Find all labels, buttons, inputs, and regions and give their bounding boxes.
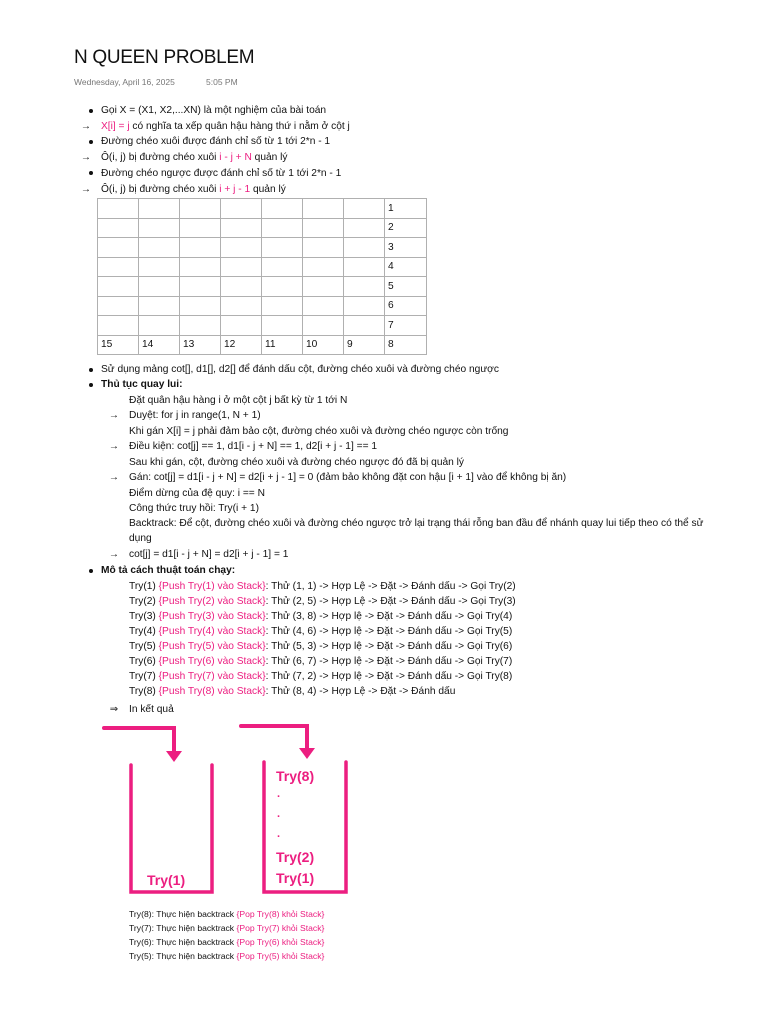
line-text: có nghĩa ta xếp quân hậu hàng thứ i nằm ở cột j <box>129 120 350 132</box>
line-text: : Thử (2, 5) -> Hợp Lệ -> Đặt -> Đánh dấu -> Gọi Try(3) <box>265 596 516 607</box>
arrow-icon: → <box>108 410 120 421</box>
page-title: N QUEEN PROBLEM <box>74 47 255 68</box>
line-text: : Thử (6, 7) -> Hợp lệ -> Đặt -> Đánh dấu -> Gọi Try(7) <box>265 656 513 667</box>
arrow-icon: → <box>108 441 120 452</box>
arrow-icon: → <box>108 472 120 483</box>
highlight-text: {Push Try(4) vào Stack} <box>158 626 266 637</box>
line-text: In kết quả <box>129 704 174 715</box>
grid-cell: 8 <box>385 335 427 355</box>
grid-cell: 7 <box>385 316 427 336</box>
line-text: Ô(i, j) bị đường chéo xuôi <box>101 183 220 195</box>
line-text: Backtrack: Để cột, đường chéo xuôi và đường chéo ngược trở lại trạng thái rỗng ban đầu để nhánh quay lui tiếp theo có thể sử <box>129 518 704 529</box>
implies-icon: ⇒ <box>109 704 119 715</box>
highlight-text: {Pop Try(8) khỏi Stack} <box>236 909 325 919</box>
highlight-text: {Push Try(5) vào Stack} <box>158 641 266 652</box>
arrow-right-head-icon <box>299 748 315 759</box>
grid-cell: 11 <box>262 335 303 355</box>
line-text: Try(6): Thực hiện backtrack <box>129 937 237 947</box>
right-stack-dot: . <box>277 828 281 840</box>
line-text: Try(3) <box>129 611 159 622</box>
highlight-text: {Push Try(6) vào Stack} <box>158 656 266 667</box>
line-text: Try(7) <box>129 671 159 682</box>
line-text: Try(8) <box>129 686 159 697</box>
grid-cell: 1 <box>385 199 427 219</box>
line-text: Gán: cot[j] = d1[i - j + N] = d2[i + j - 1] = 0 (đảm bảo không đặt con hậu [i + 1] vào để không bị ăn) <box>129 472 567 483</box>
arrow-left-head-icon <box>166 751 182 762</box>
line-text: quản lý <box>250 183 286 195</box>
line-text: Sử dụng mảng cot[], d1[], d2[] để đánh dấu cột, đường chéo xuôi và đường chéo ngược <box>101 364 499 375</box>
grid-cell: 2 <box>385 218 427 238</box>
arrow-icon: → <box>108 549 120 560</box>
arrow-icon: → <box>80 152 92 164</box>
line-text: Khi gán X[i] = j phải đảm bảo cột, đường chéo xuôi và đường chéo ngược còn trống <box>129 426 509 437</box>
line-text: Ô(i, j) bị đường chéo xuôi <box>101 152 220 164</box>
right-stack-item: Try(2) <box>276 849 315 865</box>
left-stack-item: Try(1) <box>147 872 186 888</box>
line-text: : Thử (8, 4) -> Hợp Lệ -> Đặt -> Đánh dấu <box>265 686 456 697</box>
grid-cell: 14 <box>139 335 180 355</box>
line-text: Đường chéo xuôi được đánh chỉ số từ 1 tới 2*n - 1 <box>101 136 331 148</box>
page-time: 5:05 PM <box>206 77 238 87</box>
line-text: Đường chéo ngược được đánh chỉ số từ 1 tới 2*n - 1 <box>101 167 342 179</box>
grid-cell: 3 <box>385 238 427 258</box>
highlight-text: {Push Try(3) vào Stack} <box>158 611 266 622</box>
line-text: Mô tả cách thuật toán chạy: <box>101 565 236 576</box>
line-text: Try(8): Thực hiện backtrack <box>129 909 237 919</box>
line-text: : Thử (3, 8) -> Hợp lệ -> Đặt -> Đánh dấu -> Gọi Try(4) <box>265 611 513 622</box>
right-stack-item: Try(1) <box>276 870 315 886</box>
highlight-text: X[i] = j <box>101 120 130 132</box>
arrow-icon: → <box>80 120 92 132</box>
line-text: Try(5) <box>129 641 159 652</box>
highlight-text: {Pop Try(6) khỏi Stack} <box>236 937 325 947</box>
line-text: : Thử (5, 3) -> Hợp lệ -> Đặt -> Đánh dấu -> Gọi Try(6) <box>265 641 513 652</box>
arrow-icon: → <box>80 183 92 195</box>
line-text: : Thử (1, 1) -> Hợp Lệ -> Đặt -> Đánh dấu -> Gọi Try(2) <box>265 581 516 592</box>
line-text: Công thức truy hồi: Try(i + 1) <box>129 503 259 514</box>
line-text: dụng <box>129 533 152 544</box>
right-stack-dot: . <box>277 788 281 800</box>
grid-cell: 12 <box>221 335 262 355</box>
grid-cell: 10 <box>303 335 344 355</box>
line-text: Try(6) <box>129 656 159 667</box>
line-text: Điều kiện: cot[j] == 1, d1[i - j + N] == 1, d2[i + j - 1] == 1 <box>129 441 378 452</box>
highlight-text: {Push Try(8) vào Stack} <box>158 686 266 697</box>
grid-cell: 4 <box>385 257 427 277</box>
line-text: : Thử (7, 2) -> Hợp lệ -> Đặt -> Đánh dấu -> Gọi Try(8) <box>265 671 513 682</box>
line-text: Thủ tục quay lui: <box>101 379 183 390</box>
highlight-text: {Pop Try(5) khỏi Stack} <box>236 951 325 961</box>
line-text: Try(2) <box>129 596 159 607</box>
right-stack-dot: . <box>277 808 281 820</box>
line-text: Try(1) <box>129 581 159 592</box>
line-text: Try(4) <box>129 626 159 637</box>
grid-cell: 6 <box>385 296 427 316</box>
grid-cell: 13 <box>180 335 221 355</box>
grid-cell: 15 <box>98 335 139 355</box>
line-text: Điểm dừng của đệ quy: i == N <box>129 488 265 499</box>
page-date: Wednesday, April 16, 2025 <box>74 77 175 87</box>
highlight-text: i + j - 1 <box>219 183 251 195</box>
line-text: Try(5): Thực hiện backtrack <box>129 951 237 961</box>
grid-cell: 5 <box>385 277 427 297</box>
highlight-text: {Push Try(7) vào Stack} <box>158 671 266 682</box>
highlight-text: {Push Try(1) vào Stack} <box>158 581 266 592</box>
arrow-right-icon <box>241 726 307 752</box>
line-text: quản lý <box>251 152 288 164</box>
right-stack-item: Try(8) <box>276 768 315 784</box>
line-text: : Thử (4, 6) -> Hợp lệ -> Đặt -> Đánh dấu -> Gọi Try(5) <box>265 626 513 637</box>
highlight-text: {Pop Try(7) khỏi Stack} <box>236 923 325 933</box>
line-text: Duyệt: for j in range(1, N + 1) <box>129 410 261 421</box>
highlight-text: {Push Try(2) vào Stack} <box>158 596 266 607</box>
grid-cell: 9 <box>344 335 385 355</box>
line-text: cot[j] = d1[i - j + N] = d2[i + j - 1] = 1 <box>129 549 289 560</box>
line-text: Gọi X = (X1, X2,...XN) là một nghiệm của bài toán <box>101 105 327 116</box>
highlight-text: i - j + N <box>219 152 252 164</box>
line-text: Đặt quân hậu hàng i ở một cột j bất kỳ từ 1 tới N <box>129 395 348 406</box>
arrow-left-icon <box>104 728 174 755</box>
line-text: Sau khi gán, cột, đường chéo xuôi và đường chéo ngược đó đã bị quản lý <box>129 457 465 468</box>
line-text: Try(7): Thực hiện backtrack <box>129 923 237 933</box>
